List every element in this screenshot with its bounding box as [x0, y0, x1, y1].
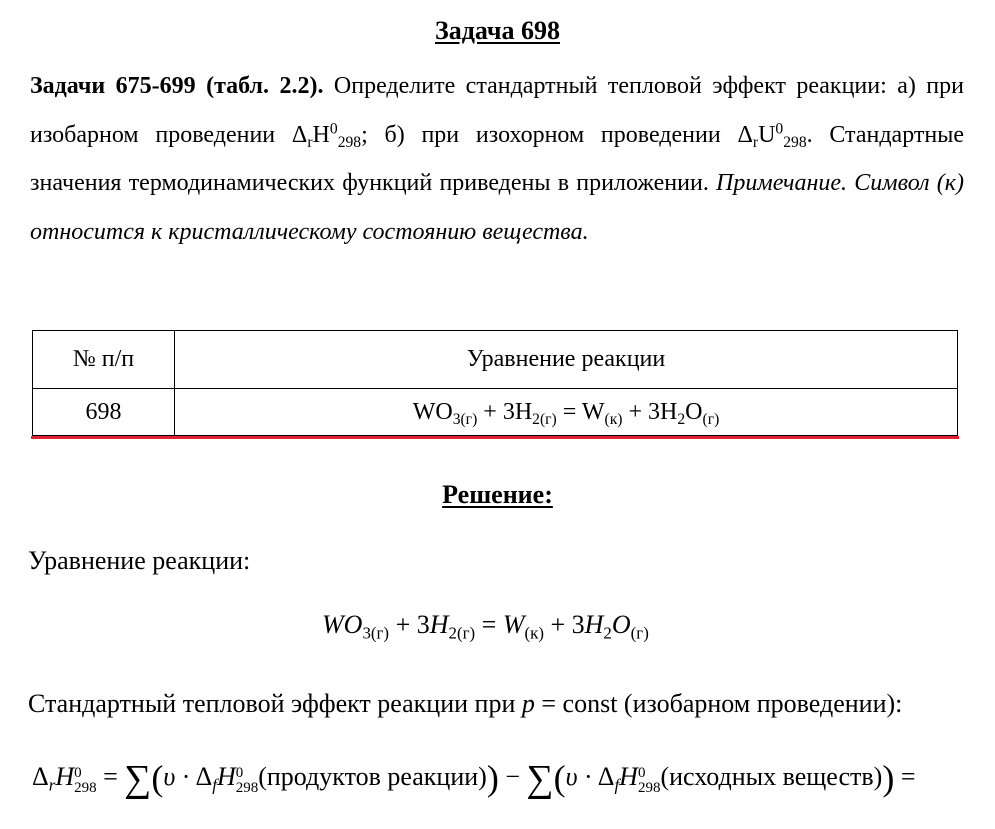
problem-note: Примечание. Символ (к) относится к кристаллическому состоянию вещества.	[30, 170, 964, 245]
problem-text-2: ; б) при изохорном проведении	[361, 121, 738, 148]
delta-r-u-symbol: $\Delta_rU^0_{298}$	[737, 119, 807, 151]
header-equation: Уравнение реакции	[175, 331, 958, 389]
equation-label: Уравнение реакции:	[28, 546, 251, 575]
row-number: 698	[33, 389, 175, 436]
problem-range: Задачи 675-699 (табл. 2.2).	[30, 73, 324, 99]
hess-law-formula: $\Delta_rH$ 0 298 = $\sum(\upsilon \cdot \Delta_fH$ 0 298 (продуктов реакции)) − $\sum(\upsilon \cdot \Delta_fH$ 0 298 (исходных веществ)) =	[32, 758, 916, 800]
header-number: № п/п	[33, 331, 175, 389]
sum-symbol: ∑	[124, 758, 152, 800]
row-equation: $WO_{3(г)} + 3H_{2(г)} = W_{(к)} + 3H_2O_{(г)}$	[175, 389, 958, 436]
table-header-row	[33, 331, 958, 389]
sum-symbol-2: ∑	[526, 758, 554, 800]
delta-r-h-symbol: $\Delta_rH^0_{298}$	[291, 119, 362, 151]
table-row	[33, 389, 958, 436]
reaction-table	[32, 330, 958, 436]
task-title: Задача 698	[435, 16, 560, 45]
problem-statement	[30, 62, 964, 256]
isobar-label: Стандартный тепловой эффект реакции при p = const (изобарном проведении):	[28, 689, 903, 718]
reaction-formula: $WO_{3(г)} + 3H_{2(г)} = W_{(к)} + 3H_2O_{(г)}$	[322, 610, 649, 643]
solution-heading: Решение:	[442, 480, 553, 509]
red-underline	[31, 436, 959, 439]
problem-text-3: . Стандартные значения термодинамических функций приведены в приложении.	[30, 121, 964, 196]
problem-text-1: Определите стандартный тепловой эффект реакции: а) при изобарном проведении	[30, 73, 964, 148]
